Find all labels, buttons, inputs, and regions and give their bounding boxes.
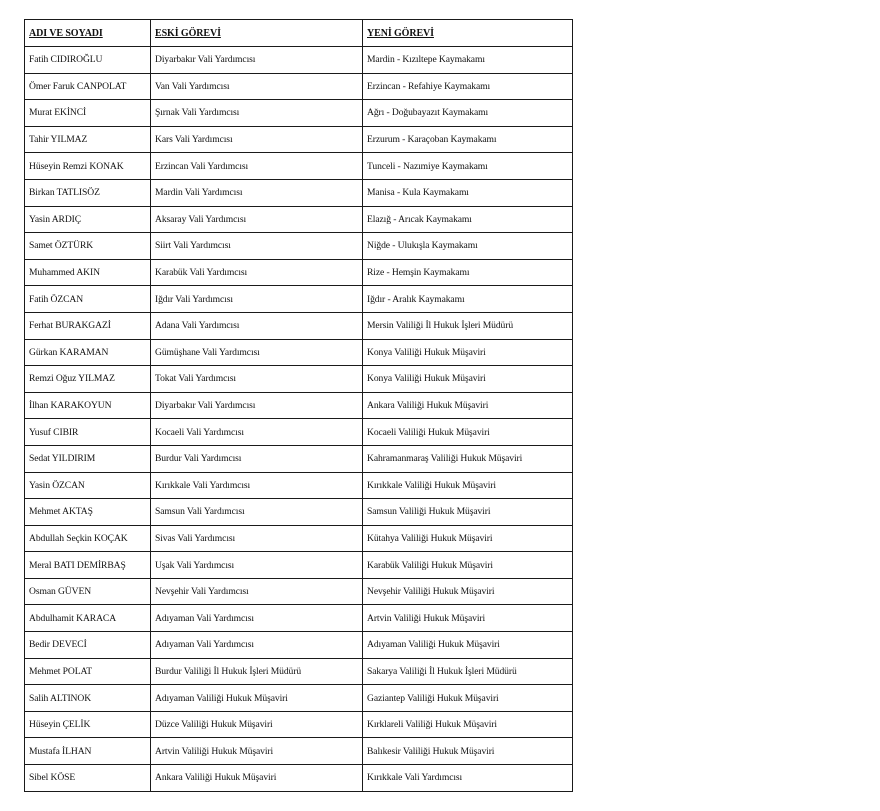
table-row bbox=[25, 126, 573, 153]
cell-new-position: Konya Valiliği Hukuk Müşaviri bbox=[363, 366, 573, 393]
cell-new-position: Nevşehir Valiliği Hukuk Müşaviri bbox=[363, 578, 573, 605]
cell-name: Yusuf CIBIR bbox=[25, 419, 151, 446]
table-row bbox=[25, 605, 573, 632]
cell-name: Murat EKİNCİ bbox=[25, 100, 151, 127]
table-body bbox=[25, 47, 573, 792]
cell-name: Hüseyin Remzi KONAK bbox=[25, 153, 151, 180]
cell-old-position: Samsun Vali Yardımcısı bbox=[151, 499, 363, 526]
table-row bbox=[25, 738, 573, 765]
cell-name: Mehmet AKTAŞ bbox=[25, 499, 151, 526]
cell-old-position: Mardin Vali Yardımcısı bbox=[151, 179, 363, 206]
cell-name: Sibel KÖSE bbox=[25, 765, 151, 792]
cell-old-position: Şırnak Vali Yardımcısı bbox=[151, 100, 363, 127]
cell-old-position: Düzce Valiliği Hukuk Müşaviri bbox=[151, 711, 363, 738]
table-row bbox=[25, 419, 573, 446]
cell-old-position: Karabük Vali Yardımcısı bbox=[151, 259, 363, 286]
cell-old-position: Ankara Valiliği Hukuk Müşaviri bbox=[151, 765, 363, 792]
cell-name: Osman GÜVEN bbox=[25, 578, 151, 605]
cell-new-position: Mersin Valiliği İl Hukuk İşleri Müdürü bbox=[363, 312, 573, 339]
table-row bbox=[25, 685, 573, 712]
cell-old-position: Gümüşhane Vali Yardımcısı bbox=[151, 339, 363, 366]
cell-old-position: Erzincan Vali Yardımcısı bbox=[151, 153, 363, 180]
cell-name: Abdulhamit KARACA bbox=[25, 605, 151, 632]
table-row bbox=[25, 392, 573, 419]
table-header-row bbox=[25, 20, 573, 47]
cell-name: Birkan TATLISÖZ bbox=[25, 179, 151, 206]
cell-new-position: Ağrı - Doğubayazıt Kaymakamı bbox=[363, 100, 573, 127]
cell-old-position: Van Vali Yardımcısı bbox=[151, 73, 363, 100]
table-row bbox=[25, 578, 573, 605]
cell-name: Meral BATI DEMİRBAŞ bbox=[25, 552, 151, 579]
header-new-position: YENİ GÖREVİ bbox=[363, 20, 573, 47]
cell-name: Bedir DEVECİ bbox=[25, 632, 151, 659]
table-row bbox=[25, 339, 573, 366]
cell-old-position: Tokat Vali Yardımcısı bbox=[151, 366, 363, 393]
header-old-position: ESKİ GÖREVİ bbox=[151, 20, 363, 47]
cell-new-position: Samsun Valiliği Hukuk Müşaviri bbox=[363, 499, 573, 526]
cell-new-position: Erzincan - Refahiye Kaymakamı bbox=[363, 73, 573, 100]
cell-new-position: Kütahya Valiliği Hukuk Müşaviri bbox=[363, 525, 573, 552]
table-row bbox=[25, 552, 573, 579]
table-row bbox=[25, 233, 573, 260]
cell-new-position: Tunceli - Nazımiye Kaymakamı bbox=[363, 153, 573, 180]
cell-name: Hüseyin ÇELİK bbox=[25, 711, 151, 738]
cell-new-position: Manisa - Kula Kaymakamı bbox=[363, 179, 573, 206]
cell-new-position: Gaziantep Valiliği Hukuk Müşaviri bbox=[363, 685, 573, 712]
cell-name: Fatih ÖZCAN bbox=[25, 286, 151, 313]
cell-old-position: Adıyaman Vali Yardımcısı bbox=[151, 605, 363, 632]
cell-new-position: Adıyaman Valiliği Hukuk Müşaviri bbox=[363, 632, 573, 659]
cell-old-position: Adıyaman Vali Yardımcısı bbox=[151, 632, 363, 659]
cell-name: Salih ALTINOK bbox=[25, 685, 151, 712]
table-row bbox=[25, 312, 573, 339]
cell-new-position: Rize - Hemşin Kaymakamı bbox=[363, 259, 573, 286]
cell-new-position: Mardin - Kızıltepe Kaymakamı bbox=[363, 47, 573, 74]
cell-name: Gürkan KARAMAN bbox=[25, 339, 151, 366]
table-row bbox=[25, 472, 573, 499]
header-name: ADI VE SOYADI bbox=[25, 20, 151, 47]
table-row bbox=[25, 632, 573, 659]
cell-name: Ferhat BURAKGAZİ bbox=[25, 312, 151, 339]
table-row bbox=[25, 206, 573, 233]
cell-old-position: Iğdır Vali Yardımcısı bbox=[151, 286, 363, 313]
cell-new-position: Niğde - Ulukışla Kaymakamı bbox=[363, 233, 573, 260]
table-row bbox=[25, 153, 573, 180]
cell-name: Abdullah Seçkin KOÇAK bbox=[25, 525, 151, 552]
table-row bbox=[25, 658, 573, 685]
cell-old-position: Diyarbakır Vali Yardımcısı bbox=[151, 392, 363, 419]
cell-name: Yasin ARDIÇ bbox=[25, 206, 151, 233]
cell-old-position: Burdur Vali Yardımcısı bbox=[151, 445, 363, 472]
table-row bbox=[25, 100, 573, 127]
cell-new-position: Balıkesir Valiliği Hukuk Müşaviri bbox=[363, 738, 573, 765]
cell-old-position: Burdur Valiliği İl Hukuk İşleri Müdürü bbox=[151, 658, 363, 685]
cell-new-position: Kırıkkale Valiliği Hukuk Müşaviri bbox=[363, 472, 573, 499]
table-row bbox=[25, 711, 573, 738]
cell-new-position: Iğdır - Aralık Kaymakamı bbox=[363, 286, 573, 313]
table-row bbox=[25, 286, 573, 313]
assignments-table bbox=[24, 19, 573, 792]
cell-new-position: Kocaeli Valiliği Hukuk Müşaviri bbox=[363, 419, 573, 446]
table-row bbox=[25, 525, 573, 552]
cell-old-position: Siirt Vali Yardımcısı bbox=[151, 233, 363, 260]
table-row bbox=[25, 73, 573, 100]
cell-name: Samet ÖZTÜRK bbox=[25, 233, 151, 260]
cell-old-position: Adana Vali Yardımcısı bbox=[151, 312, 363, 339]
cell-old-position: Kars Vali Yardımcısı bbox=[151, 126, 363, 153]
cell-new-position: Artvin Valiliği Hukuk Müşaviri bbox=[363, 605, 573, 632]
cell-old-position: Artvin Valiliği Hukuk Müşaviri bbox=[151, 738, 363, 765]
cell-old-position: Uşak Vali Yardımcısı bbox=[151, 552, 363, 579]
cell-old-position: Kırıkkale Vali Yardımcısı bbox=[151, 472, 363, 499]
cell-name: Sedat YILDIRIM bbox=[25, 445, 151, 472]
cell-new-position: Kırklareli Valiliği Hukuk Müşaviri bbox=[363, 711, 573, 738]
cell-new-position: Elazığ - Arıcak Kaymakamı bbox=[363, 206, 573, 233]
cell-new-position: Kahramanmaraş Valiliği Hukuk Müşaviri bbox=[363, 445, 573, 472]
cell-new-position: Ankara Valiliği Hukuk Müşaviri bbox=[363, 392, 573, 419]
cell-new-position: Kırıkkale Vali Yardımcısı bbox=[363, 765, 573, 792]
cell-old-position: Nevşehir Vali Yardımcısı bbox=[151, 578, 363, 605]
cell-new-position: Karabük Valiliği Hukuk Müşaviri bbox=[363, 552, 573, 579]
table-row bbox=[25, 499, 573, 526]
cell-new-position: Konya Valiliği Hukuk Müşaviri bbox=[363, 339, 573, 366]
cell-new-position: Sakarya Valiliği İl Hukuk İşleri Müdürü bbox=[363, 658, 573, 685]
cell-name: Remzi Oğuz YILMAZ bbox=[25, 366, 151, 393]
cell-name: Ömer Faruk CANPOLAT bbox=[25, 73, 151, 100]
table-row bbox=[25, 259, 573, 286]
document-page bbox=[24, 19, 572, 792]
cell-old-position: Kocaeli Vali Yardımcısı bbox=[151, 419, 363, 446]
table-row bbox=[25, 47, 573, 74]
cell-name: Mustafa İLHAN bbox=[25, 738, 151, 765]
cell-name: Muhammed AKIN bbox=[25, 259, 151, 286]
cell-old-position: Diyarbakır Vali Yardımcısı bbox=[151, 47, 363, 74]
cell-name: Mehmet POLAT bbox=[25, 658, 151, 685]
cell-name: Yasin ÖZCAN bbox=[25, 472, 151, 499]
table-row bbox=[25, 765, 573, 792]
table-row bbox=[25, 366, 573, 393]
cell-old-position: Sivas Vali Yardımcısı bbox=[151, 525, 363, 552]
cell-name: Tahir YILMAZ bbox=[25, 126, 151, 153]
table-row bbox=[25, 179, 573, 206]
cell-name: İlhan KARAKOYUN bbox=[25, 392, 151, 419]
cell-name: Fatih CIDIROĞLU bbox=[25, 47, 151, 74]
table-row bbox=[25, 445, 573, 472]
cell-new-position: Erzurum - Karaçoban Kaymakamı bbox=[363, 126, 573, 153]
cell-old-position: Aksaray Vali Yardımcısı bbox=[151, 206, 363, 233]
cell-old-position: Adıyaman Valiliği Hukuk Müşaviri bbox=[151, 685, 363, 712]
